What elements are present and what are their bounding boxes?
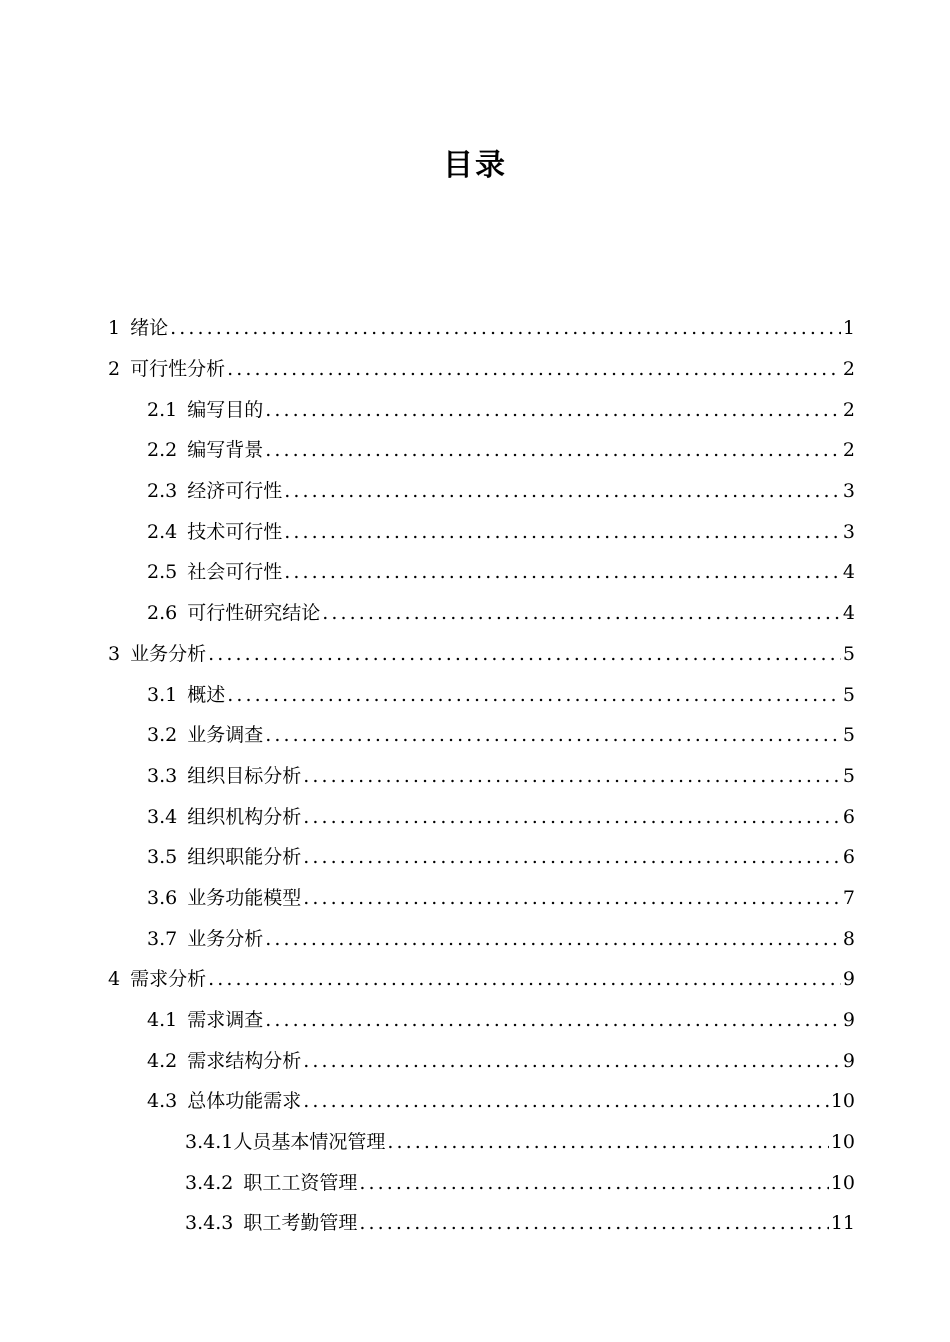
toc-entry-number: 1: [108, 317, 121, 340]
toc-entry-title: 人员基本情况管理: [233, 1131, 386, 1154]
toc-entry-page: 10: [830, 1131, 855, 1154]
toc-entry-page: 3: [842, 520, 855, 543]
toc-leader-dots: [303, 1041, 841, 1081]
toc-leader-dots: [265, 1000, 841, 1040]
toc-entry-title: 组织职能分析: [187, 846, 302, 869]
toc-leader-dots: [359, 1163, 828, 1203]
toc-leader-dots: [303, 797, 841, 837]
toc-entry[interactable]: [0, 918, 950, 959]
toc-entry-number: 4.1: [147, 1009, 178, 1032]
toc-entry[interactable]: [0, 511, 950, 552]
toc-entry[interactable]: [0, 1000, 950, 1041]
toc-entry-page: 2: [842, 358, 855, 381]
toc-leader-dots: [284, 471, 841, 511]
toc-entry-number: 3.5: [147, 846, 178, 869]
toc-leader-dots: [303, 1081, 829, 1121]
toc-leader-dots: [227, 349, 841, 389]
table-of-contents: [0, 308, 950, 1244]
toc-entry-title: 需求调查: [187, 1009, 264, 1032]
toc-entry-title: 需求结构分析: [187, 1049, 302, 1072]
toc-entry-page: 5: [842, 683, 855, 706]
toc-leader-dots: [284, 552, 841, 592]
toc-entry-page: 9: [842, 968, 855, 991]
toc-entry-number: 3.6: [147, 886, 178, 909]
toc-entry[interactable]: [0, 389, 950, 430]
toc-entry[interactable]: [0, 715, 950, 756]
toc-entry-page: 9: [842, 1009, 855, 1032]
toc-entry-page: 10: [830, 1090, 855, 1113]
toc-entry-title: 社会可行性: [187, 561, 283, 584]
toc-entry-number: 3.4.2: [185, 1171, 234, 1194]
toc-entry[interactable]: [0, 634, 950, 675]
toc-entry-number: 2.3: [147, 480, 178, 503]
toc-entry[interactable]: [0, 1203, 950, 1244]
toc-entry[interactable]: [0, 349, 950, 390]
toc-entry-number: 2.4: [147, 520, 178, 543]
toc-entry-title: 总体功能需求: [187, 1090, 302, 1113]
toc-entry-number: 3.3: [147, 764, 178, 787]
toc-entry[interactable]: [0, 878, 950, 919]
page-title: 目录: [443, 148, 507, 183]
toc-entry-title: 可行性研究结论: [187, 602, 321, 625]
toc-entry-title: 业务分析: [130, 642, 207, 665]
toc-entry-number: 3.2: [147, 724, 178, 747]
toc-entry[interactable]: [0, 1081, 950, 1122]
toc-entry[interactable]: [0, 552, 950, 593]
toc-entry-number: 4: [108, 968, 121, 991]
toc-leader-dots: [208, 959, 841, 999]
toc-leader-dots: [170, 308, 841, 348]
toc-entry[interactable]: [0, 756, 950, 797]
toc-entry[interactable]: [0, 796, 950, 837]
toc-entry-page: 2: [842, 398, 855, 421]
toc-entry-number: 2.2: [147, 439, 178, 462]
toc-entry-page: 10: [830, 1171, 855, 1194]
toc-entry-number: 2: [108, 358, 121, 381]
toc-entry-number: 3.1: [147, 683, 178, 706]
toc-leader-dots: [322, 593, 841, 633]
toc-entry[interactable]: [0, 1040, 950, 1081]
toc-entry-page: 4: [842, 561, 855, 584]
toc-entry-title: 绪论: [130, 317, 169, 340]
toc-entry-number: 4.2: [147, 1049, 178, 1072]
toc-entry[interactable]: [0, 593, 950, 634]
toc-entry-title: 业务调查: [187, 724, 264, 747]
toc-leader-dots: [265, 390, 841, 430]
toc-entry[interactable]: [0, 1122, 950, 1163]
toc-entry-number: 3.4: [147, 805, 178, 828]
toc-leader-dots: [265, 919, 841, 959]
toc-entry-number: 2.5: [147, 561, 178, 584]
toc-entry-number: 3.4.1: [185, 1131, 234, 1154]
toc-entry-number: 2.1: [147, 398, 178, 421]
toc-entry-page: 4: [842, 602, 855, 625]
toc-leader-dots: [359, 1203, 828, 1243]
toc-entry-title: 编写目的: [187, 398, 264, 421]
toc-entry-title: 可行性分析: [130, 358, 226, 381]
toc-leader-dots: [265, 715, 841, 755]
toc-leader-dots: [303, 878, 841, 918]
toc-entry-number: 3.4.3: [185, 1212, 234, 1235]
toc-entry[interactable]: [0, 430, 950, 471]
toc-entry-title: 业务分析: [187, 927, 264, 950]
toc-entry[interactable]: [0, 471, 950, 512]
toc-entry-title: 组织目标分析: [187, 764, 302, 787]
toc-entry[interactable]: [0, 674, 950, 715]
toc-leader-dots: [208, 634, 841, 674]
toc-entry-page: 6: [842, 805, 855, 828]
toc-entry[interactable]: [0, 959, 950, 1000]
toc-entry-title: 需求分析: [130, 968, 207, 991]
toc-entry-number: 3.7: [147, 927, 178, 950]
toc-leader-dots: [303, 756, 841, 796]
toc-entry-page: 9: [842, 1049, 855, 1072]
toc-entry-title: 业务功能模型: [187, 886, 302, 909]
toc-leader-dots: [265, 430, 841, 470]
toc-entry-number: 3: [108, 642, 121, 665]
toc-entry[interactable]: [0, 1162, 950, 1203]
toc-entry-page: 2: [842, 439, 855, 462]
toc-entry-title: 职工考勤管理: [243, 1212, 358, 1235]
toc-entry-page: 11: [830, 1212, 855, 1235]
toc-entry-page: 5: [842, 724, 855, 747]
toc-entry-title: 职工工资管理: [243, 1171, 358, 1194]
toc-entry-page: 5: [842, 764, 855, 787]
toc-entry[interactable]: [0, 308, 950, 349]
toc-entry-page: 5: [842, 642, 855, 665]
toc-leader-dots: [227, 675, 841, 715]
toc-entry-page: 6: [842, 846, 855, 869]
toc-leader-dots: [387, 1122, 828, 1162]
toc-leader-dots: [284, 512, 841, 552]
toc-entry-title: 编写背景: [187, 439, 264, 462]
toc-entry-title: 概述: [187, 683, 226, 706]
toc-entry-page: 8: [842, 927, 855, 950]
toc-entry-title: 经济可行性: [187, 480, 283, 503]
toc-entry-page: 3: [842, 480, 855, 503]
toc-entry-page: 1: [842, 317, 855, 340]
toc-entry-number: 2.6: [147, 602, 178, 625]
toc-leader-dots: [303, 837, 841, 877]
toc-entry-title: 技术可行性: [187, 520, 283, 543]
toc-entry-number: 4.3: [147, 1090, 178, 1113]
toc-entry-title: 组织机构分析: [187, 805, 302, 828]
toc-entry-page: 7: [842, 886, 855, 909]
toc-entry[interactable]: [0, 837, 950, 878]
